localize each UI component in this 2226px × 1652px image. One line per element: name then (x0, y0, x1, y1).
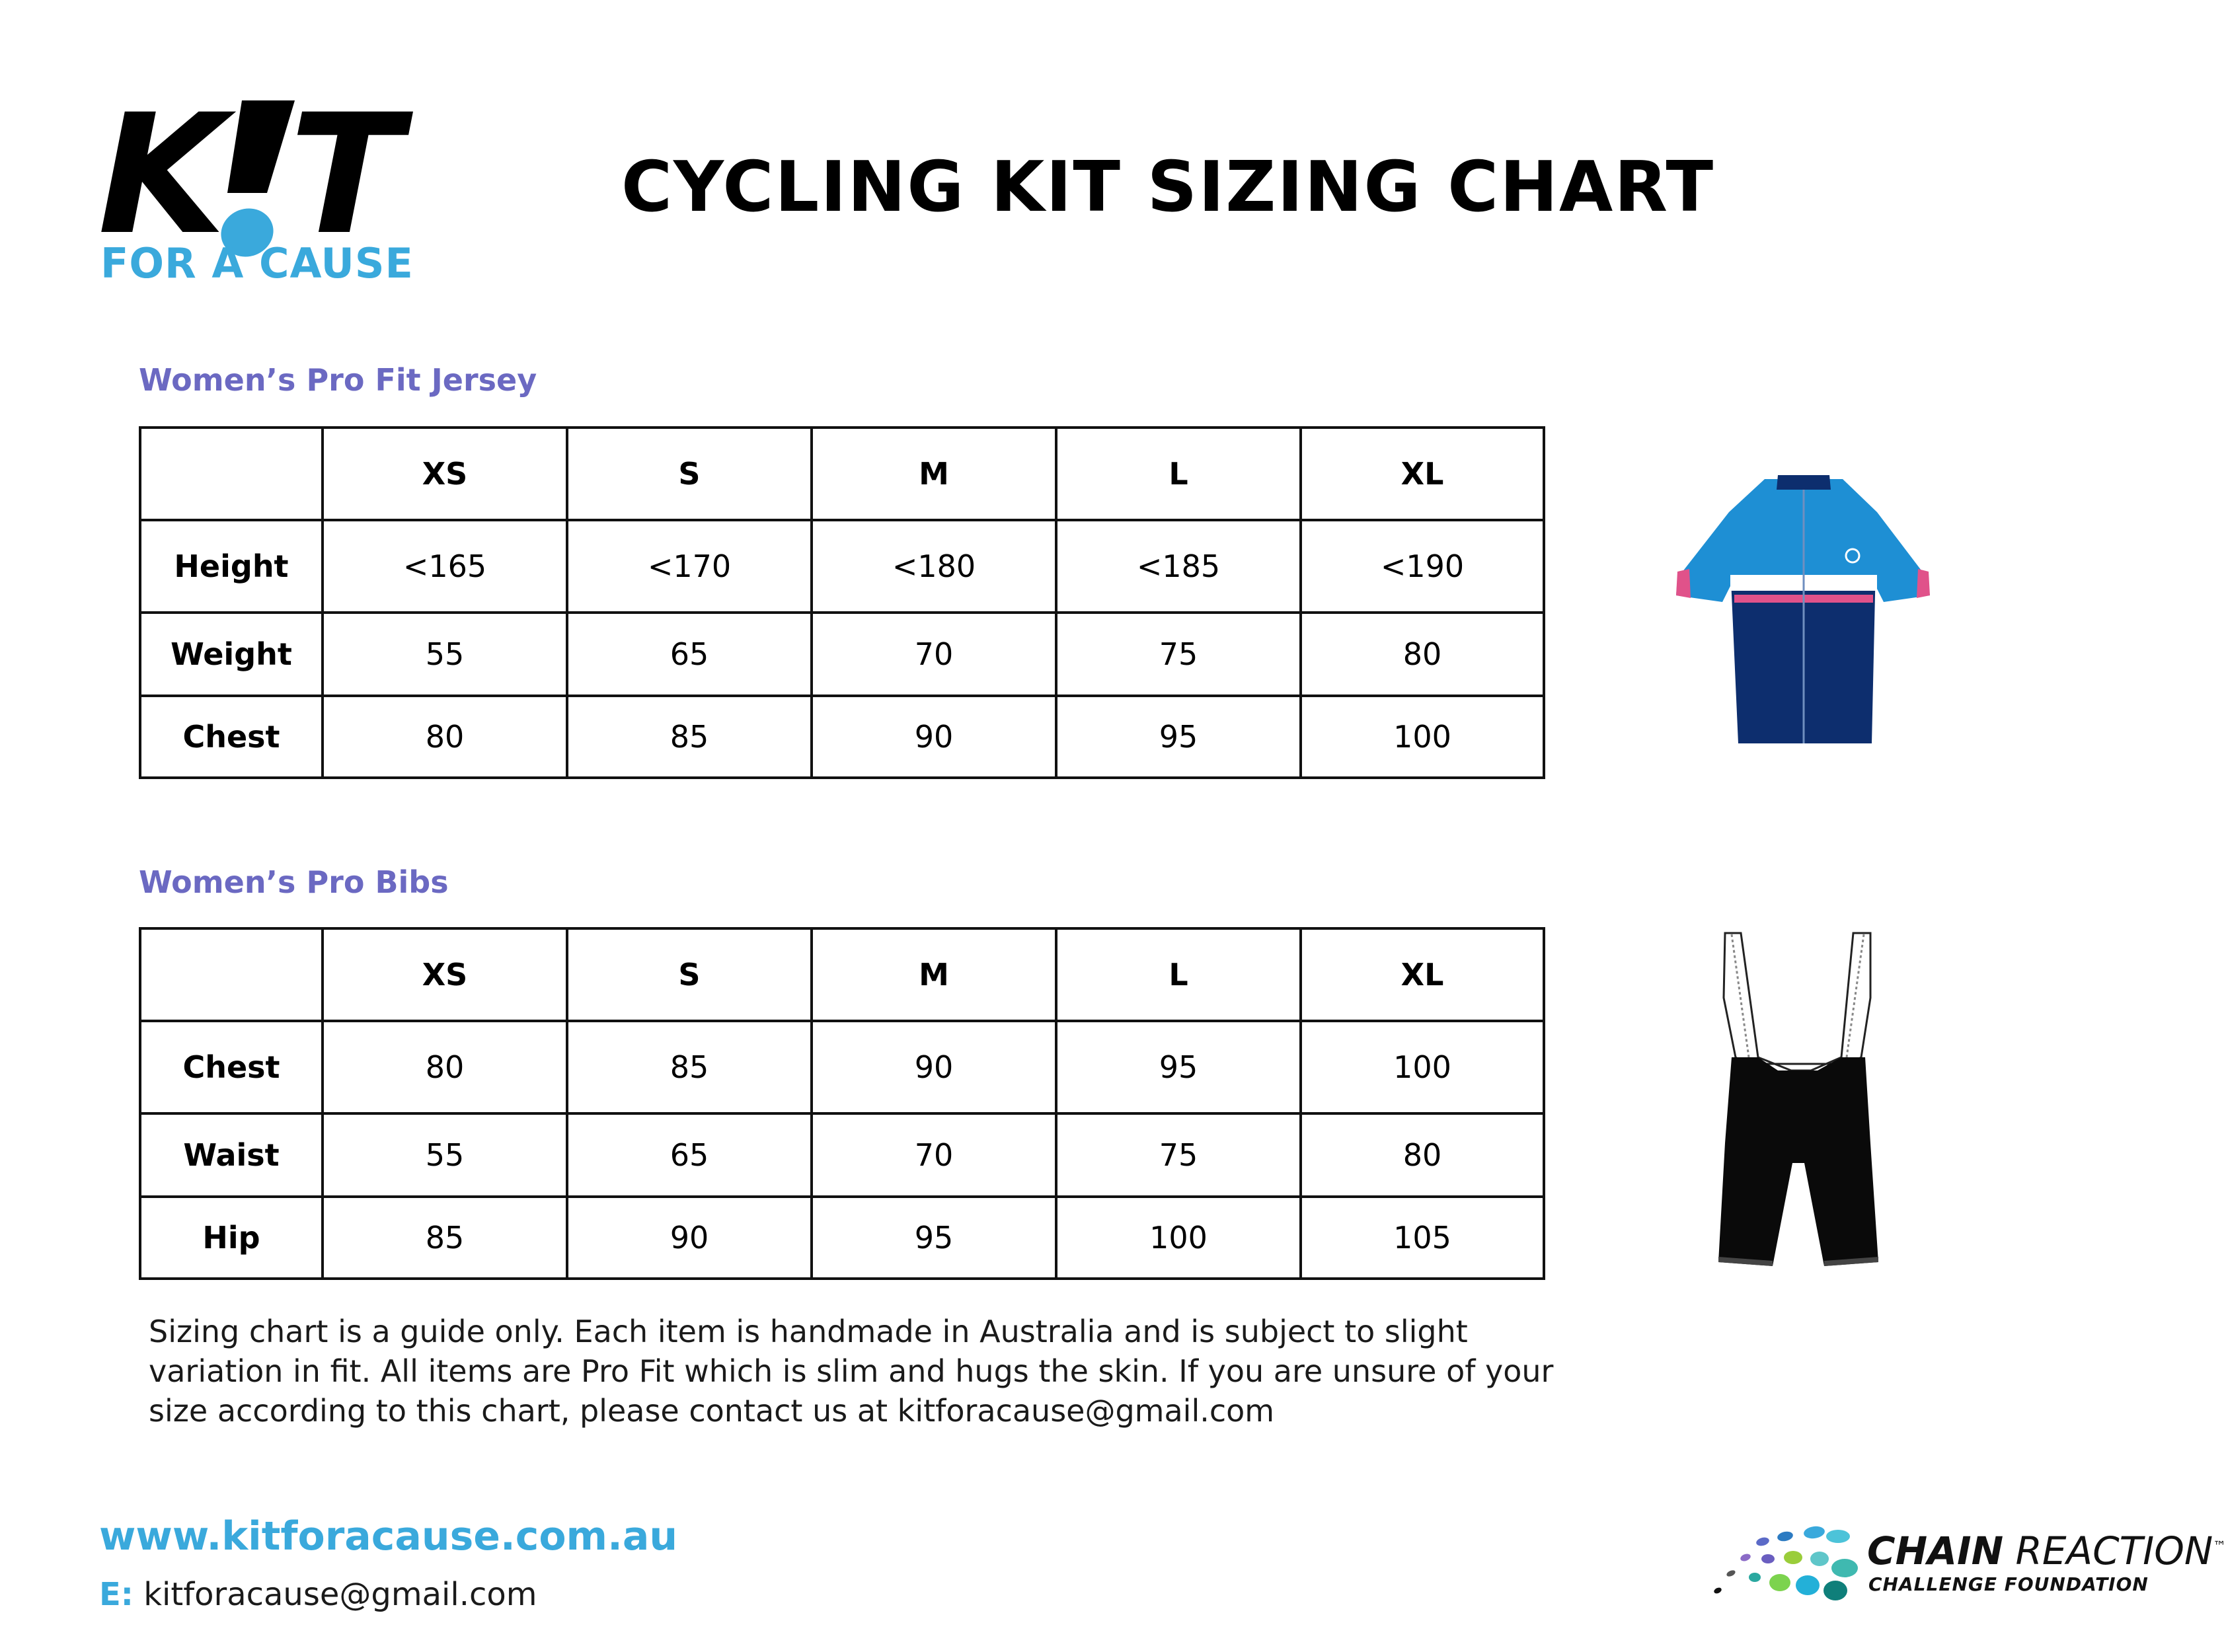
contact-email-line (99, 1576, 537, 1613)
table-row-chest (140, 696, 1544, 778)
partner-name-bold: CHAIN (1867, 1528, 2004, 1573)
chain-reaction-logo (1708, 1517, 2226, 1616)
table-cell: 80 (323, 1021, 567, 1113)
jersey-size-table (139, 426, 1545, 779)
table-cell: 65 (567, 1113, 812, 1197)
header-cell-s: S (567, 428, 812, 520)
header-cell-xs: XS (323, 428, 567, 520)
header-cell-s: S (567, 928, 812, 1021)
page-title: CYCLING KIT SIZING CHART (621, 147, 1715, 227)
table-cell: 95 (1056, 1021, 1301, 1113)
table-cell: <170 (567, 520, 812, 613)
table-cell: 55 (323, 613, 567, 696)
header-cell-xs: XS (323, 928, 567, 1021)
table-cell: 80 (1301, 613, 1544, 696)
row-label: Waist (140, 1113, 323, 1197)
bibs-size-table (139, 927, 1545, 1280)
table-cell: 85 (323, 1197, 567, 1279)
table-cell: 70 (812, 613, 1056, 696)
header-cell-m: M (812, 428, 1056, 520)
table-cell: 100 (1301, 1021, 1544, 1113)
table-row-chest (140, 1021, 1544, 1113)
table-cell: <185 (1056, 520, 1301, 613)
table-header-row (140, 428, 1544, 520)
table-cell: 100 (1301, 696, 1544, 778)
table-cell: 80 (1301, 1113, 1544, 1197)
contact-email-link[interactable]: kitforacause@gmail.com (143, 1576, 537, 1613)
table-cell: 70 (812, 1113, 1056, 1197)
table-cell: 105 (1301, 1197, 1544, 1279)
table-row-waist (140, 1113, 1544, 1197)
table-header-row (140, 928, 1544, 1021)
table-cell: 95 (1056, 696, 1301, 778)
jersey-section-title: Women’s Pro Fit Jersey (139, 362, 537, 398)
table-row-hip (140, 1197, 1544, 1279)
email-label: E: (99, 1576, 134, 1613)
row-label: Hip (140, 1197, 323, 1279)
logo-tagline: FOR A CAUSE (100, 239, 414, 287)
table-cell: 90 (567, 1197, 812, 1279)
header-cell-l: L (1056, 428, 1301, 520)
table-cell: 55 (323, 1113, 567, 1197)
header-cell-empty (140, 928, 323, 1021)
partner-name (1867, 1528, 2226, 1573)
partner-name-rest: REACTION (2003, 1528, 2213, 1573)
table-cell: <180 (812, 520, 1056, 613)
row-label: Chest (140, 696, 323, 778)
logo-letter-k: K (98, 79, 218, 271)
website-link[interactable]: www.kitforacause.com.au (99, 1513, 678, 1559)
bibs-section-title: Women’s Pro Bibs (139, 864, 449, 900)
trademark-symbol: ™ (2213, 1538, 2226, 1554)
table-cell: 65 (567, 613, 812, 696)
table-cell: 90 (812, 1021, 1056, 1113)
header-cell-xl: XL (1301, 428, 1544, 520)
table-cell: 100 (1056, 1197, 1301, 1279)
table-cell: 75 (1056, 1113, 1301, 1197)
header-cell-l: L (1056, 928, 1301, 1021)
table-cell: 80 (323, 696, 567, 778)
table-cell: <165 (323, 520, 567, 613)
table-row-weight (140, 613, 1544, 696)
jersey-illustration (1666, 472, 1943, 750)
bibs-illustration (1712, 932, 1884, 1275)
logo-letter-t: T (289, 79, 395, 271)
partner-subtitle: CHALLENGE FOUNDATION (1868, 1573, 2149, 1595)
header-cell-m: M (812, 928, 1056, 1021)
table-cell: 75 (1056, 613, 1301, 696)
table-row-height (140, 520, 1544, 613)
table-cell: 90 (812, 696, 1056, 778)
kit-for-a-cause-logo (98, 79, 415, 291)
row-label: Weight (140, 613, 323, 696)
table-cell: <190 (1301, 520, 1544, 613)
row-label: Height (140, 520, 323, 613)
table-cell: 85 (567, 696, 812, 778)
table-cell: 95 (812, 1197, 1056, 1279)
table-cell: 85 (567, 1021, 812, 1113)
header-cell-empty (140, 428, 323, 520)
sizing-disclaimer: Sizing chart is a guide only. Each item is handmade in Australia and is subject to slight variation in fit. All items are Pro Fit which is slim and hugs the skin. If you are unsure of your size according to this chart, please contact us at kitforacause@gmail.com (149, 1314, 1554, 1429)
chain-reaction-dots-icon (1708, 1517, 1867, 1616)
row-label: Chest (140, 1021, 323, 1113)
header-cell-xl: XL (1301, 928, 1544, 1021)
